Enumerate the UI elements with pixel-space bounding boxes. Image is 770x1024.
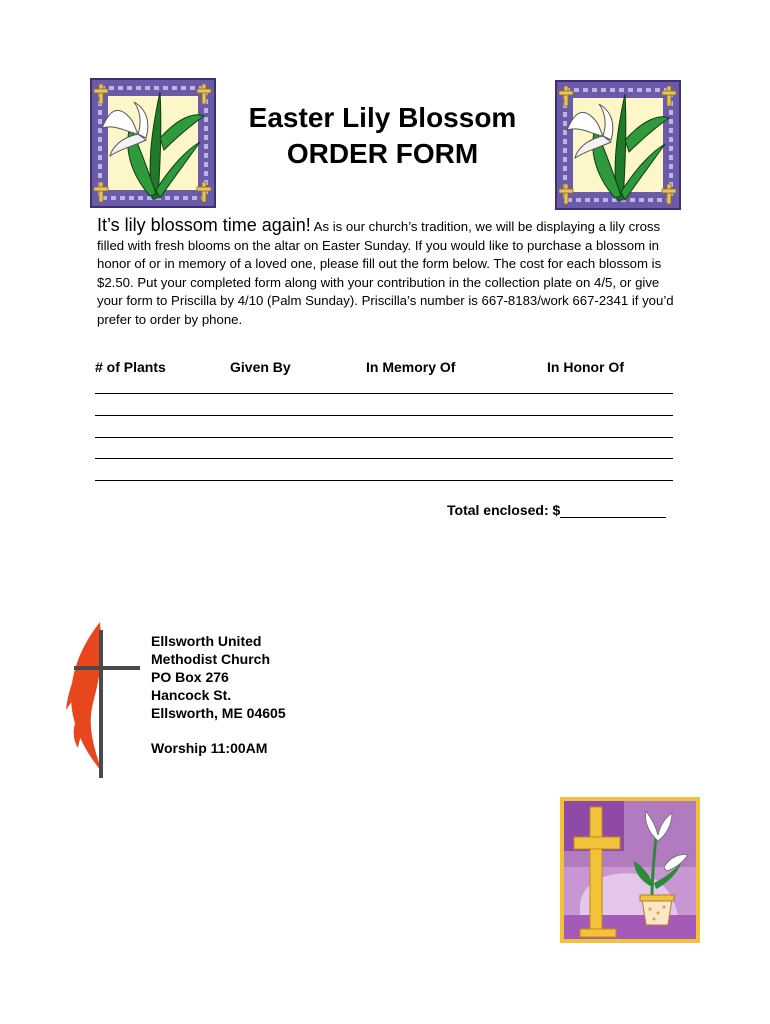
form-entry-line[interactable] <box>95 458 673 459</box>
total-amount-blank[interactable] <box>560 503 666 518</box>
intro-paragraph <box>97 216 677 330</box>
church-address: Ellsworth United Methodist Church PO Box 276 Hancock St. Ellsworth, ME 04605 <box>151 633 286 721</box>
column-header-in-memory: In Memory Of <box>366 359 456 375</box>
intro-lead: It’s lily blossom time again! <box>97 215 311 235</box>
column-header-plants: # of Plants <box>95 359 166 375</box>
column-header-given-by: Given By <box>230 359 291 375</box>
total-label: Total enclosed: $ <box>447 502 561 518</box>
title-line-1: Easter Lily Blossom <box>248 102 517 133</box>
lily-card-right-icon <box>555 80 681 210</box>
form-entry-line[interactable] <box>95 480 673 481</box>
form-entry-line[interactable] <box>95 393 673 394</box>
title-line-2: ORDER FORM <box>286 138 479 169</box>
column-header-in-honor: In Honor Of <box>547 359 624 375</box>
cross-and-lily-pot-icon <box>560 797 700 943</box>
total-enclosed <box>447 502 666 518</box>
intro-body: As is our church’s tradition, we will be displaying a lily cross filled with fresh blooms on the altar on Easter Sunday. If you would like to purchase a blossom in honor of or in memory of a loved one, please fill out the form below. The cost for each blossom is $2.50. Put your completed form along with your contribution in the collection plate on 4/5, or give your form to Priscilla by 4/10 (Palm Sunday). Priscilla’s number is 667-8183/work 667-2341 if you’d prefer to order by phone. <box>97 219 674 327</box>
form-entry-line[interactable] <box>95 415 673 416</box>
worship-time: Worship 11:00AM <box>151 740 268 756</box>
page-title <box>200 100 565 172</box>
form-entry-line[interactable] <box>95 437 673 438</box>
lily-card-left-icon <box>90 78 216 208</box>
cross-and-flame-icon <box>58 620 148 778</box>
